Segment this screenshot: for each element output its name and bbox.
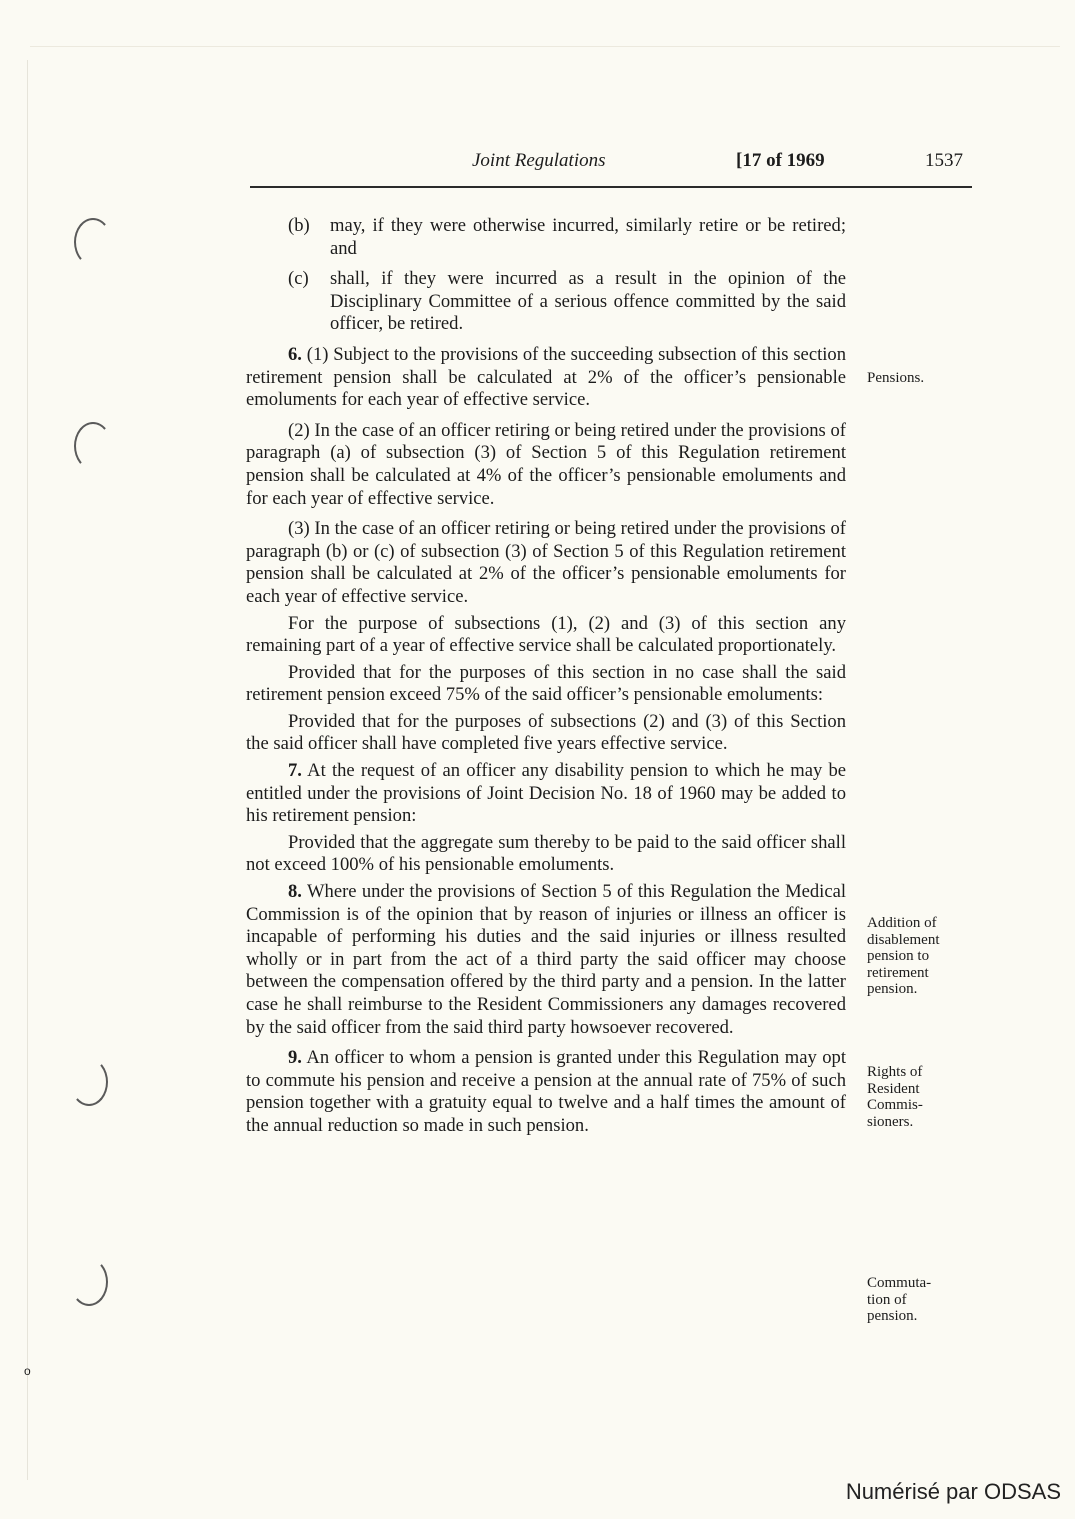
section-6-sub-1: 6. (1) Subject to the provisions of the succeeding subsection of this section retirement pension shall be calculated at 2% of the officer’s pensionable emoluments for each year of effective service. <box>246 343 846 411</box>
margin-note-rights: Rights of Resident Commis-sioners. <box>867 1064 923 1130</box>
section-8-text: 8. Where under the provisions of Section 5 of this Regulation the Medical Commission is of the opinion that by reason of injuries or illness an officer is incapable of performing his duties and the said injuries or illness resulted wholly or in part from the act of a third party the said officer may choose between the compensation offered by the third party and a pension. In the latter case he shall reimburse to the Resident Commissioners any damages recovered by the said officer from the said third party howsoever recovered. <box>246 881 846 1038</box>
page-number: 1537 <box>925 150 963 171</box>
binder-hole-icon <box>74 218 112 266</box>
item-label: (b) <box>288 215 310 236</box>
section-6-sub-2: (2) In the case of an officer retiring or being retired under the provisions of paragraph (a) of subsection (3) of Section 5 of this Regulation retirement pension shall be calculated at 4% of the officer’s pensionable emoluments and for each year of effective service. <box>246 419 846 509</box>
section-7-proviso: Provided that the aggregate sum thereby to be paid to the said officer shall not exceed 100% of his pensionable emoluments. <box>246 831 846 876</box>
section-6-proviso-1: Provided that for the purposes of this section in no case shall the said retirement pension exceed 75% of the said officer’s pensionable emoluments: <box>246 661 846 706</box>
section-number: 9. <box>288 1047 302 1069</box>
item-label: (c) <box>288 268 309 290</box>
list-item <box>246 268 846 336</box>
top-edge-line <box>30 46 1060 47</box>
item-text: shall, if they were incurred as a result in the opinion of the Disciplinary Committee of a serious offence committed by the said officer, be retired. <box>330 268 846 335</box>
item-text: may, if they were otherwise incurred, similarly retire or be retired; and <box>330 215 846 259</box>
body-text <box>246 215 846 1146</box>
binder-hole-icon <box>70 1258 108 1306</box>
section-7-text: 7. At the request of an officer any disability pension to which he may be entitled under the provisions of Joint Decision No. 18 of 1960 may be added to his retirement pension: <box>246 760 847 827</box>
running-head-act: [17 of 1969 <box>736 150 825 171</box>
section-9-text: 9. An officer to whom a pension is granted under this Regulation may opt to commute his pension and receive a pension at the annual rate of 75% of such pension together with a gratuity equal to twelve and a half times the amount of the annual reduction so made in such pension. <box>246 1047 846 1136</box>
margin-note-pensions: Pensions. <box>867 370 925 386</box>
section-number: 6. <box>288 343 302 365</box>
section-6-proviso-2: Provided that for the purposes of subsections (2) and (3) of this Section the said officer shall have completed five years effective service. <box>246 710 846 755</box>
binder-hole-icon <box>70 1058 108 1106</box>
section-6-sub-3: (3) In the case of an officer retiring or being retired under the provisions of paragraph (b) or (c) of subsection (3) of Section 5 of this Regulation retirement pension shall be calculated at 2% of the officer’s pensionable emoluments for each year of effective service. <box>246 518 846 607</box>
left-edge-line <box>27 60 28 1480</box>
margin-note-commutation: Commuta-tion of pension. <box>867 1275 932 1324</box>
section-number: 8. <box>288 881 302 903</box>
running-head-title: Joint Regulations <box>472 150 606 171</box>
margin-mark: o <box>24 1364 31 1378</box>
margin-note-addition: Addition of disablement pension to retirement pension. <box>867 915 940 997</box>
digitization-stamp: Numérisé par ODSAS <box>845 1479 1061 1504</box>
list-item <box>246 215 846 260</box>
section-6-purpose: For the purpose of subsections (1), (2) and (3) of this section any remaining part of a year of effective service shall be calculated proportionately. <box>246 612 846 657</box>
header-rule <box>250 186 972 188</box>
section-number: 7. <box>288 760 302 782</box>
binder-hole-icon <box>74 422 112 470</box>
